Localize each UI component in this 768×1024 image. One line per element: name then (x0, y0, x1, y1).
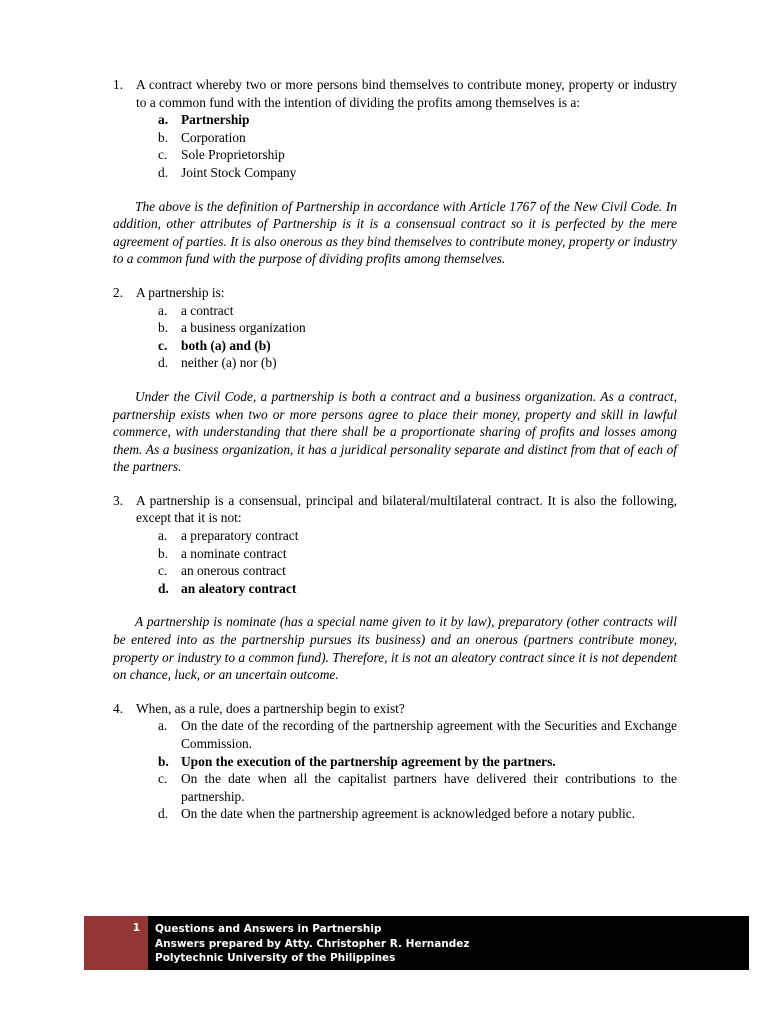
option-c (113, 562, 677, 580)
document-body (0, 76, 768, 823)
question-text: A partnership is: (136, 284, 225, 300)
option-text: both (a) and (b) (181, 337, 271, 353)
option-b (113, 129, 677, 147)
options-list (113, 302, 677, 372)
option-letter: b. (158, 545, 169, 561)
option-a (113, 527, 677, 545)
option-letter: b. (158, 320, 169, 336)
option-letter: a. (158, 718, 168, 734)
option-a (113, 717, 677, 752)
explanation-2: Under the Civil Code, a partnership is both a contract and a business organization. As a contract, partnership exists when two or more persons agree to place their money, property and skill in lawful commerce, with understanding that there shall be a proportionate sharing of profits and losses among them. As a business organization, it has a juridical personality separate and distinct from that of each of the partners. (113, 388, 677, 475)
option-a (113, 302, 677, 320)
option-text: a contract (181, 302, 234, 318)
option-letter: a. (158, 302, 168, 318)
option-letter: d. (158, 580, 169, 596)
options-list (113, 717, 677, 823)
options-list (113, 527, 677, 597)
option-text: On the date when all the capitalist partners have delivered their contributions to the partnership. (181, 771, 677, 804)
option-letter: b. (158, 753, 169, 769)
option-letter: c. (158, 771, 168, 787)
option-letter: c. (158, 337, 168, 353)
footer-author: Answers prepared by Atty. Christopher R. Hernandez (155, 937, 470, 950)
option-text: an aleatory contract (181, 580, 297, 596)
question-text: When, as a rule, does a partnership begin to exist? (136, 700, 405, 716)
question-3 (113, 492, 677, 598)
option-b (113, 319, 677, 337)
question-1 (113, 76, 677, 182)
option-d (113, 805, 677, 823)
question-text: A partnership is a consensual, principal and bilateral/multilateral contract. It is also the following, except that it is not: (136, 492, 677, 526)
footer-text (148, 916, 470, 970)
options-list (113, 111, 677, 181)
question-2 (113, 284, 677, 372)
option-text: Partnership (181, 112, 250, 128)
footer-accent-block (84, 916, 148, 970)
option-letter: d. (158, 806, 169, 822)
page-number: 1 (132, 922, 140, 934)
option-letter: d. (158, 164, 169, 180)
option-text: Joint Stock Company (181, 164, 297, 180)
question-4 (113, 700, 677, 823)
question-number: 3. (113, 492, 124, 508)
option-letter: c. (158, 147, 168, 163)
option-letter: d. (158, 355, 169, 371)
option-c (113, 770, 677, 805)
option-text: a nominate contract (181, 545, 287, 561)
footer-title: Questions and Answers in Partnership (155, 923, 382, 935)
option-text: Sole Proprietorship (181, 147, 285, 163)
option-text: neither (a) nor (b) (181, 355, 277, 371)
option-text: On the date when the partnership agreement is acknowledged before a notary public. (181, 806, 635, 822)
option-text: Upon the execution of the partnership agreement by the partners. (181, 753, 556, 769)
option-text: Corporation (181, 129, 246, 145)
option-c (113, 146, 677, 164)
option-d (113, 164, 677, 182)
footer-institution: Polytechnic University of the Philippines (155, 952, 396, 964)
option-letter: b. (158, 129, 169, 145)
option-a (113, 111, 677, 129)
option-b (113, 753, 677, 771)
question-number: 4. (113, 700, 124, 716)
option-letter: a. (158, 112, 169, 128)
question-number: 1. (113, 77, 124, 92)
option-letter: a. (158, 528, 168, 544)
option-letter: c. (158, 563, 168, 579)
option-c (113, 337, 677, 355)
question-text: A contract whereby two or more persons bind themselves to contribute money, property or industry to a common fund with the intention of dividing the profits among themselves is a: (136, 77, 677, 110)
explanation-1: The above is the definition of Partnership in accordance with Article 1767 of the New Civil Code. In addition, other attributes of Partnership is it is a consensual contract so it is perfected by the mere agreement of parties. It is also onerous as they bind themselves to contribute money, property or industry to a common fund with the purpose of dividing profits among themselves. (113, 198, 677, 267)
option-text: a business organization (181, 320, 306, 336)
option-b (113, 545, 677, 563)
option-text: a preparatory contract (181, 528, 299, 544)
option-text: On the date of the recording of the partnership agreement with the Securities and Exchange Commission. (181, 718, 677, 751)
option-text: an onerous contract (181, 563, 286, 579)
page-footer (84, 916, 749, 970)
option-d (113, 354, 677, 372)
option-d (113, 580, 677, 598)
question-number: 2. (113, 284, 124, 300)
explanation-3: A partnership is nominate (has a special name given to it by law), preparatory (other contracts will be entered into as the partnership pursues its business) and an onerous (partners contribute money, property or industry to a common fund). Therefore, it is not an aleatory contract since it is not dependent on chance, luck, or an uncertain outcome. (113, 614, 677, 683)
